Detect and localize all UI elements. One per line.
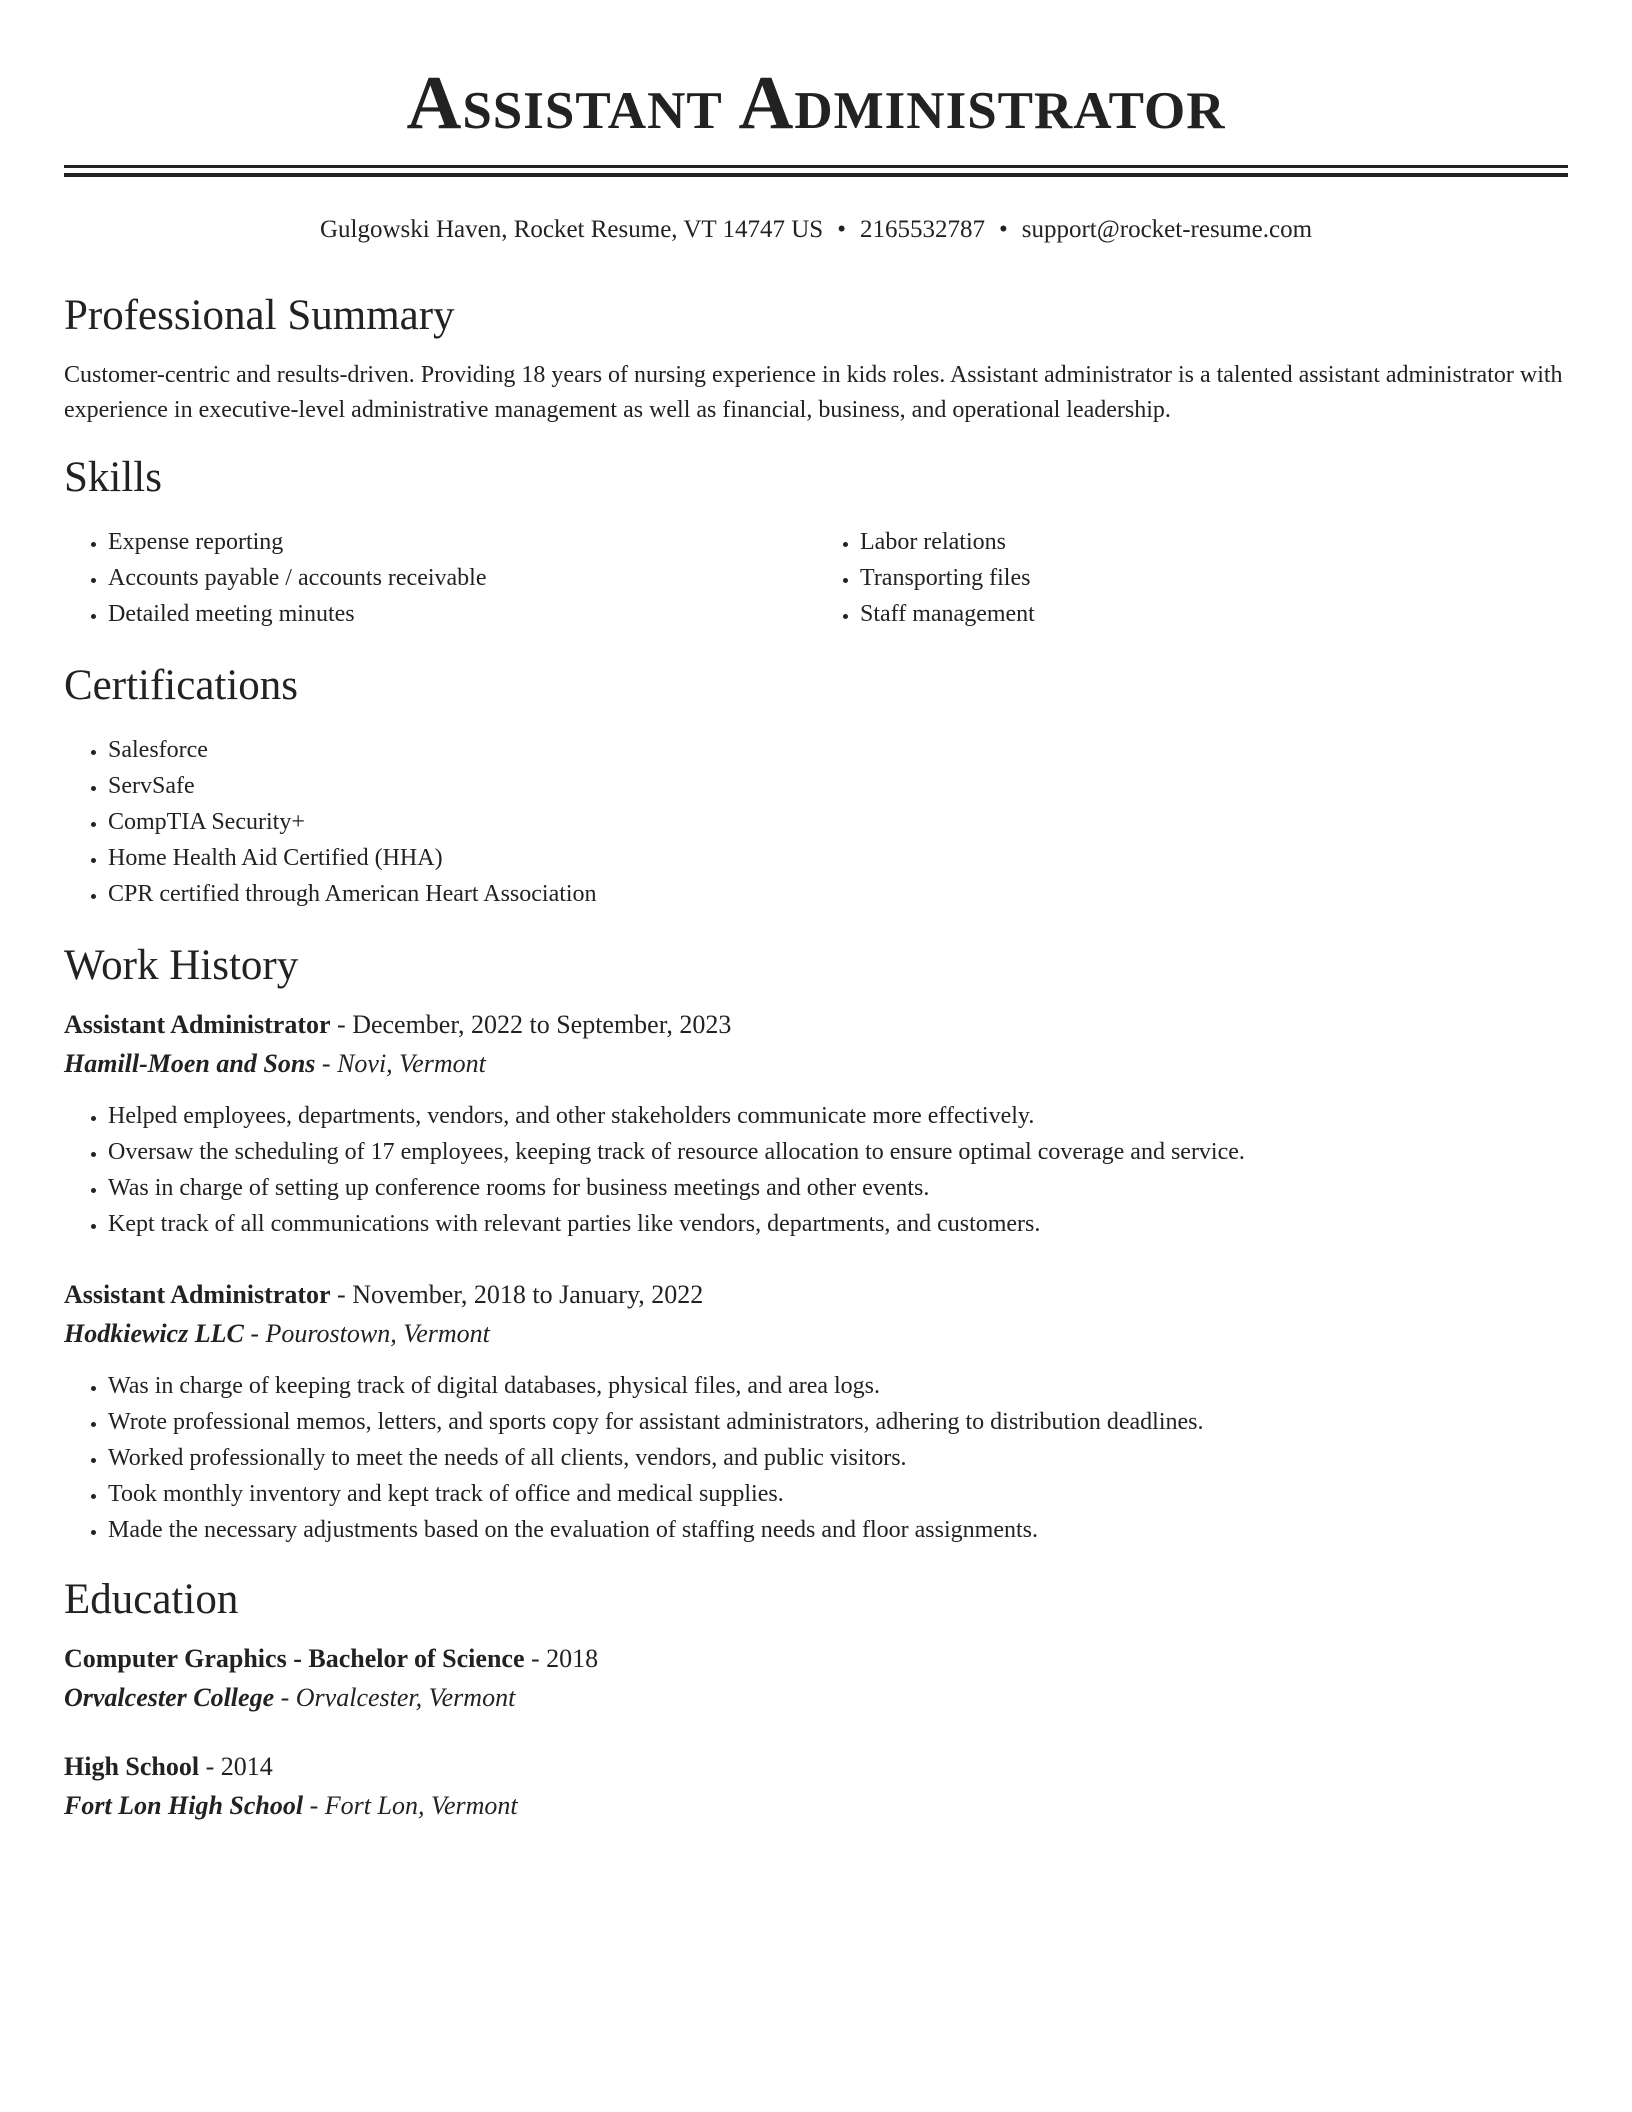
- job-dates: November, 2018 to January, 2022: [352, 1280, 704, 1309]
- education-year: 2018: [546, 1644, 599, 1673]
- job-title: Assistant Administrator: [64, 1280, 331, 1309]
- skills-columns: [64, 524, 1568, 632]
- skill-item: • Labor relations: [860, 524, 1568, 560]
- education-degree: High School: [64, 1752, 200, 1781]
- education-year: 2014: [220, 1752, 273, 1781]
- job-bullet: • Helped employees, departments, vendors, and other stakeholders communicate more effectively.: [108, 1098, 1568, 1134]
- education-entry: [64, 1748, 1568, 1826]
- divider-line-top: [64, 165, 1568, 168]
- job-header: Assistant Administrator - December, 2022 to September, 2023: [64, 1010, 732, 1039]
- job-header: Assistant Administrator - November, 2018 to January, 2022: [64, 1280, 704, 1309]
- job-company: Hodkiewicz LLC: [64, 1319, 244, 1348]
- resume-page: [64, 0, 1568, 1826]
- job-bullet: • Made the necessary adjustments based on the evaluation of staffing needs and floor assignments.: [108, 1512, 1568, 1548]
- summary-heading: Professional Summary: [64, 292, 455, 339]
- job-bullet: • Kept track of all communications with relevant parties like vendors, departments, and customers.: [108, 1206, 1568, 1242]
- job-company: Hamill-Moen and Sons: [64, 1049, 316, 1078]
- skill-item: • Expense reporting: [108, 524, 816, 560]
- certification-item: • ServSafe: [108, 768, 1568, 804]
- summary-text: Customer-centric and results-driven. Providing 18 years of nursing experience in kids roles. Assistant administrator is a talented assistant administrator with experience in executive-level administrative management as well as financial, business, and operational leadership.: [64, 362, 1563, 423]
- certification-item: • CPR certified through American Heart Association: [108, 876, 1568, 912]
- job-bullet: • Took monthly inventory and kept track of office and medical supplies.: [108, 1476, 1568, 1512]
- contact-info: [64, 214, 1568, 246]
- job-bullet: • Was in charge of keeping track of digital databases, physical files, and area logs.: [108, 1368, 1568, 1404]
- job-company-line: Hamill-Moen and Sons - Novi, Vermont: [64, 1049, 486, 1078]
- job-location: Novi, Vermont: [337, 1049, 486, 1078]
- certification-item: • CompTIA Security+: [108, 804, 1568, 840]
- skills-heading: Skills: [64, 454, 162, 501]
- job-bullets: [64, 1368, 1568, 1548]
- education-heading: Education: [64, 1576, 239, 1623]
- title-divider: [64, 165, 1568, 177]
- education-entry: [64, 1640, 1568, 1718]
- divider-line-bottom: [64, 173, 1568, 177]
- job-bullet: • Wrote professional memos, letters, and sports copy for assistant administrators, adhering to distribution deadlines.: [108, 1404, 1568, 1440]
- education-location: Orvalcester, Vermont: [295, 1683, 516, 1712]
- education-degree: Computer Graphics - Bachelor of Science: [64, 1644, 525, 1673]
- certification-item: • Home Health Aid Certified (HHA): [108, 840, 1568, 876]
- contact-phone: 2165532787: [859, 216, 985, 243]
- skill-item: • Detailed meeting minutes: [108, 596, 816, 632]
- education-school: Orvalcester College: [64, 1683, 275, 1712]
- education-school-line: Orvalcester College - Orvalcester, Vermont: [64, 1683, 516, 1712]
- skills-list-right: [816, 524, 1568, 632]
- job-bullet: • Was in charge of setting up conference rooms for business meetings and other events.: [108, 1170, 1568, 1206]
- contact-separator: •: [837, 216, 846, 243]
- job-company-line: Hodkiewicz LLC - Pourostown, Vermont: [64, 1319, 490, 1348]
- education-header: High School - 2014: [64, 1752, 273, 1781]
- skills-list-left: [64, 524, 816, 632]
- job-title: Assistant Administrator: [64, 1010, 331, 1039]
- job-bullet: • Oversaw the scheduling of 17 employees, keeping track of resource allocation to ensure optimal coverage and service.: [108, 1134, 1568, 1170]
- education-school-line: Fort Lon High School - Fort Lon, Vermont: [64, 1791, 518, 1820]
- education-school: Fort Lon High School: [64, 1791, 304, 1820]
- certifications-heading: Certifications: [64, 662, 299, 709]
- resume-title: Assistant Administrator: [406, 61, 1226, 145]
- contact-address: Gulgowski Haven, Rocket Resume, VT 14747 US: [319, 216, 824, 243]
- education-location: Fort Lon, Vermont: [324, 1791, 518, 1820]
- job-bullet: • Worked professionally to meet the needs of all clients, vendors, and public visitors.: [108, 1440, 1568, 1476]
- skill-item: • Staff management: [860, 596, 1568, 632]
- job-location: Pourostown, Vermont: [265, 1319, 490, 1348]
- contact-separator: •: [998, 216, 1008, 243]
- job-bullets: [64, 1098, 1568, 1242]
- certifications-list: [64, 732, 1568, 912]
- skill-item: • Transporting files: [860, 560, 1568, 596]
- certification-item: • Salesforce: [108, 732, 1568, 768]
- job-dates: December, 2022 to September, 2023: [352, 1010, 732, 1039]
- education-header: Computer Graphics - Bachelor of Science - 2018: [64, 1644, 599, 1673]
- work-history-heading: Work History: [64, 942, 299, 989]
- skill-item: • Accounts payable / accounts receivable: [108, 560, 816, 596]
- contact-email: support@rocket-resume.com: [1021, 216, 1313, 243]
- job-entry: [64, 1006, 1568, 1242]
- job-entry: [64, 1276, 1568, 1548]
